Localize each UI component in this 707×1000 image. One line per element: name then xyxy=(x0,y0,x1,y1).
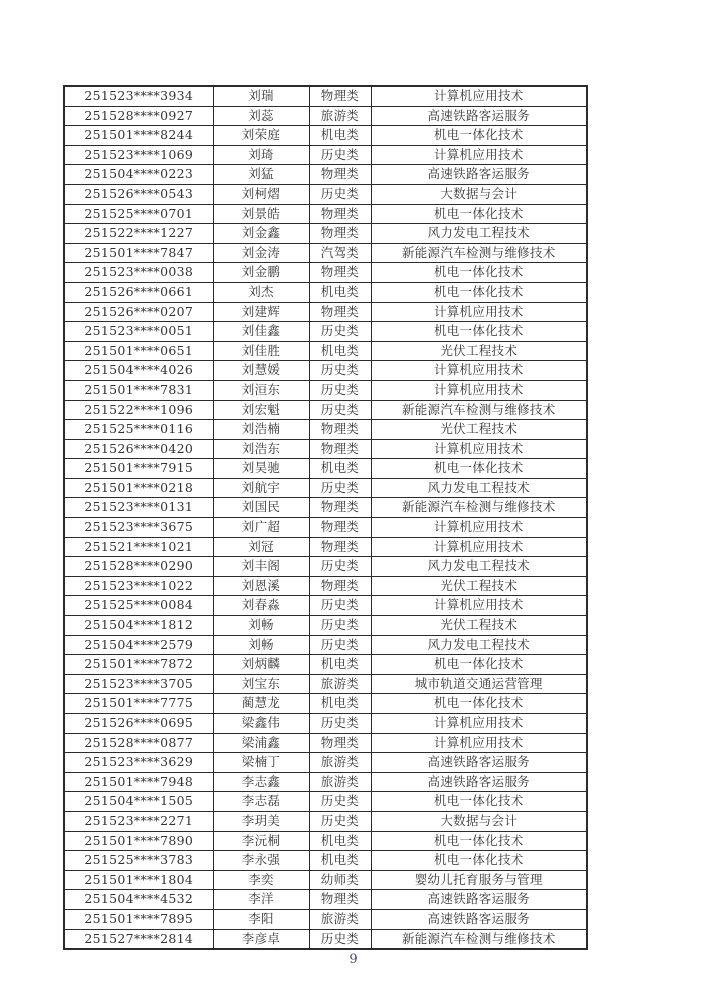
admitted-major-cell: 风力发电工程技术 xyxy=(371,224,587,244)
candidate-id-cell: 251522****1227 xyxy=(64,224,213,244)
candidate-id-cell: 251528****0927 xyxy=(64,106,213,126)
table-row xyxy=(64,616,587,636)
table-row xyxy=(64,459,587,479)
candidate-name-cell: 刘佳鑫 xyxy=(213,322,309,342)
admitted-major-cell: 风力发电工程技术 xyxy=(371,635,587,655)
table-row xyxy=(64,86,587,106)
subject-category-cell: 机电类 xyxy=(309,851,371,871)
table-row xyxy=(64,890,587,910)
candidate-name-cell: 刘昊驰 xyxy=(213,459,309,479)
subject-category-cell: 机电类 xyxy=(309,831,371,851)
subject-category-cell: 历史类 xyxy=(309,478,371,498)
candidate-name-cell: 李玥美 xyxy=(213,811,309,831)
candidate-id-cell: 251525****0116 xyxy=(64,420,213,440)
candidate-name-cell: 刘慧媛 xyxy=(213,361,309,381)
admitted-major-cell: 计算机应用技术 xyxy=(371,86,587,106)
candidate-id-cell: 251501****7948 xyxy=(64,772,213,792)
subject-category-cell: 历史类 xyxy=(309,792,371,812)
admitted-major-cell: 机电一体化技术 xyxy=(371,459,587,479)
candidate-name-cell: 刘佳胜 xyxy=(213,341,309,361)
candidate-name-cell: 李阳 xyxy=(213,909,309,929)
admitted-major-cell: 计算机应用技术 xyxy=(371,714,587,734)
candidate-name-cell: 刘猛 xyxy=(213,165,309,185)
admitted-major-cell: 计算机应用技术 xyxy=(371,733,587,753)
table-row xyxy=(64,106,587,126)
candidate-name-cell: 刘瑞 xyxy=(213,86,309,106)
admitted-major-cell: 高速铁路客运服务 xyxy=(371,909,587,929)
candidate-id-cell: 251523****3629 xyxy=(64,753,213,773)
table-row xyxy=(64,322,587,342)
admitted-major-cell: 新能源汽车检测与维修技术 xyxy=(371,498,587,518)
candidate-id-cell: 251501****1804 xyxy=(64,870,213,890)
admitted-major-cell: 光伏工程技术 xyxy=(371,341,587,361)
candidate-id-cell: 251523****0051 xyxy=(64,322,213,342)
candidate-name-cell: 李志磊 xyxy=(213,792,309,812)
candidate-id-cell: 251501****0651 xyxy=(64,341,213,361)
admitted-major-cell: 高速铁路客运服务 xyxy=(371,772,587,792)
candidate-id-cell: 251526****0695 xyxy=(64,714,213,734)
table-row xyxy=(64,537,587,557)
table-row xyxy=(64,361,587,381)
table-row xyxy=(64,655,587,675)
candidate-id-cell: 251501****7890 xyxy=(64,831,213,851)
subject-category-cell: 物理类 xyxy=(309,224,371,244)
candidate-name-cell: 李奕 xyxy=(213,870,309,890)
subject-category-cell: 机电类 xyxy=(309,341,371,361)
candidate-name-cell: 刘金鹏 xyxy=(213,263,309,283)
candidate-name-cell: 刘炳麟 xyxy=(213,655,309,675)
candidate-name-cell: 梁楠丁 xyxy=(213,753,309,773)
table-row xyxy=(64,772,587,792)
candidate-name-cell: 刘柯熠 xyxy=(213,184,309,204)
candidate-name-cell: 刘浩东 xyxy=(213,439,309,459)
candidate-name-cell: 刘建辉 xyxy=(213,302,309,322)
subject-category-cell: 旅游类 xyxy=(309,106,371,126)
subject-category-cell: 历史类 xyxy=(309,714,371,734)
subject-category-cell: 历史类 xyxy=(309,811,371,831)
table-row xyxy=(64,184,587,204)
candidate-name-cell: 李永强 xyxy=(213,851,309,871)
candidate-id-cell: 251504****4532 xyxy=(64,890,213,910)
candidate-name-cell: 刘宏魁 xyxy=(213,400,309,420)
admitted-major-cell: 高速铁路客运服务 xyxy=(371,753,587,773)
candidate-name-cell: 刘畅 xyxy=(213,616,309,636)
subject-category-cell: 物理类 xyxy=(309,439,371,459)
admitted-major-cell: 计算机应用技术 xyxy=(371,537,587,557)
candidate-id-cell: 251504****1812 xyxy=(64,616,213,636)
table-row xyxy=(64,165,587,185)
admitted-major-cell: 新能源汽车检测与维修技术 xyxy=(371,400,587,420)
table-row xyxy=(64,831,587,851)
subject-category-cell: 旅游类 xyxy=(309,674,371,694)
admission-roster-table xyxy=(63,85,588,950)
subject-category-cell: 历史类 xyxy=(309,596,371,616)
table-row xyxy=(64,145,587,165)
subject-category-cell: 物理类 xyxy=(309,302,371,322)
admitted-major-cell: 新能源汽车检测与维修技术 xyxy=(371,243,587,263)
subject-category-cell: 物理类 xyxy=(309,733,371,753)
candidate-id-cell: 251523****1022 xyxy=(64,576,213,596)
subject-category-cell: 物理类 xyxy=(309,537,371,557)
admitted-major-cell: 光伏工程技术 xyxy=(371,616,587,636)
candidate-id-cell: 251501****7915 xyxy=(64,459,213,479)
table-row xyxy=(64,224,587,244)
admitted-major-cell: 计算机应用技术 xyxy=(371,596,587,616)
candidate-id-cell: 251501****7872 xyxy=(64,655,213,675)
subject-category-cell: 机电类 xyxy=(309,282,371,302)
admitted-major-cell: 大数据与会计 xyxy=(371,184,587,204)
candidate-id-cell: 251526****0420 xyxy=(64,439,213,459)
table-row xyxy=(64,733,587,753)
subject-category-cell: 历史类 xyxy=(309,557,371,577)
candidate-id-cell: 251523****0131 xyxy=(64,498,213,518)
table-row xyxy=(64,909,587,929)
candidate-name-cell: 刘浩楠 xyxy=(213,420,309,440)
table-row xyxy=(64,420,587,440)
subject-category-cell: 历史类 xyxy=(309,616,371,636)
candidate-name-cell: 刘畅 xyxy=(213,635,309,655)
admitted-major-cell: 计算机应用技术 xyxy=(371,361,587,381)
candidate-id-cell: 251525****3783 xyxy=(64,851,213,871)
candidate-id-cell: 251504****1505 xyxy=(64,792,213,812)
candidate-id-cell: 251526****0661 xyxy=(64,282,213,302)
candidate-name-cell: 刘金鑫 xyxy=(213,224,309,244)
table-row xyxy=(64,714,587,734)
candidate-id-cell: 251526****0207 xyxy=(64,302,213,322)
table-row xyxy=(64,694,587,714)
table-row xyxy=(64,243,587,263)
admitted-major-cell: 风力发电工程技术 xyxy=(371,478,587,498)
candidate-id-cell: 251523****3705 xyxy=(64,674,213,694)
candidate-name-cell: 刘航宇 xyxy=(213,478,309,498)
admitted-major-cell: 婴幼儿托育服务与管理 xyxy=(371,870,587,890)
candidate-name-cell: 李沅桐 xyxy=(213,831,309,851)
candidate-id-cell: 251501****7831 xyxy=(64,380,213,400)
table-row xyxy=(64,126,587,146)
candidate-name-cell: 刘宝东 xyxy=(213,674,309,694)
table-row xyxy=(64,302,587,322)
candidate-name-cell: 刘恩溪 xyxy=(213,576,309,596)
candidate-name-cell: 李彦卓 xyxy=(213,929,309,949)
subject-category-cell: 物理类 xyxy=(309,204,371,224)
admitted-major-cell: 计算机应用技术 xyxy=(371,302,587,322)
subject-category-cell: 历史类 xyxy=(309,361,371,381)
candidate-id-cell: 251523****3934 xyxy=(64,86,213,106)
admitted-major-cell: 高速铁路客运服务 xyxy=(371,890,587,910)
candidate-id-cell: 251501****7775 xyxy=(64,694,213,714)
candidate-name-cell: 刘蕊 xyxy=(213,106,309,126)
subject-category-cell: 物理类 xyxy=(309,165,371,185)
candidate-id-cell: 251521****1021 xyxy=(64,537,213,557)
candidate-id-cell: 251504****4026 xyxy=(64,361,213,381)
candidate-name-cell: 刘春淼 xyxy=(213,596,309,616)
candidate-id-cell: 251525****0701 xyxy=(64,204,213,224)
candidate-name-cell: 刘金涛 xyxy=(213,243,309,263)
candidate-id-cell: 251527****2814 xyxy=(64,929,213,949)
candidate-id-cell: 251528****0877 xyxy=(64,733,213,753)
subject-category-cell: 物理类 xyxy=(309,498,371,518)
subject-category-cell: 物理类 xyxy=(309,890,371,910)
table-row xyxy=(64,263,587,283)
candidate-id-cell: 251501****8244 xyxy=(64,126,213,146)
admitted-major-cell: 机电一体化技术 xyxy=(371,204,587,224)
admitted-major-cell: 高速铁路客运服务 xyxy=(371,106,587,126)
candidate-name-cell: 刘洹东 xyxy=(213,380,309,400)
table-row xyxy=(64,204,587,224)
subject-category-cell: 物理类 xyxy=(309,86,371,106)
admission-roster-table-body xyxy=(64,86,587,949)
table-row xyxy=(64,400,587,420)
subject-category-cell: 历史类 xyxy=(309,145,371,165)
candidate-id-cell: 251504****0223 xyxy=(64,165,213,185)
table-row xyxy=(64,792,587,812)
admitted-major-cell: 机电一体化技术 xyxy=(371,792,587,812)
candidate-name-cell: 刘丰阁 xyxy=(213,557,309,577)
admitted-major-cell: 大数据与会计 xyxy=(371,811,587,831)
table-row xyxy=(64,439,587,459)
admitted-major-cell: 计算机应用技术 xyxy=(371,380,587,400)
table-row xyxy=(64,635,587,655)
subject-category-cell: 物理类 xyxy=(309,263,371,283)
subject-category-cell: 历史类 xyxy=(309,929,371,949)
table-row xyxy=(64,576,587,596)
table-row xyxy=(64,870,587,890)
subject-category-cell: 机电类 xyxy=(309,694,371,714)
candidate-id-cell: 251525****0084 xyxy=(64,596,213,616)
admitted-major-cell: 高速铁路客运服务 xyxy=(371,165,587,185)
admitted-major-cell: 光伏工程技术 xyxy=(371,576,587,596)
candidate-id-cell: 251523****2271 xyxy=(64,811,213,831)
admitted-major-cell: 计算机应用技术 xyxy=(371,518,587,538)
candidate-id-cell: 251501****0218 xyxy=(64,478,213,498)
admitted-major-cell: 机电一体化技术 xyxy=(371,126,587,146)
candidate-name-cell: 梁浦鑫 xyxy=(213,733,309,753)
admitted-major-cell: 机电一体化技术 xyxy=(371,851,587,871)
candidate-name-cell: 梁鑫伟 xyxy=(213,714,309,734)
table-row xyxy=(64,851,587,871)
table-row xyxy=(64,282,587,302)
candidate-name-cell: 李志鑫 xyxy=(213,772,309,792)
candidate-name-cell: 刘琦 xyxy=(213,145,309,165)
table-row xyxy=(64,498,587,518)
candidate-id-cell: 251523****0038 xyxy=(64,263,213,283)
candidate-id-cell: 251528****0290 xyxy=(64,557,213,577)
candidate-id-cell: 251526****0543 xyxy=(64,184,213,204)
admitted-major-cell: 机电一体化技术 xyxy=(371,694,587,714)
candidate-name-cell: 蔺慧龙 xyxy=(213,694,309,714)
subject-category-cell: 历史类 xyxy=(309,380,371,400)
subject-category-cell: 物理类 xyxy=(309,576,371,596)
subject-category-cell: 机电类 xyxy=(309,655,371,675)
subject-category-cell: 历史类 xyxy=(309,635,371,655)
subject-category-cell: 历史类 xyxy=(309,184,371,204)
subject-category-cell: 旅游类 xyxy=(309,772,371,792)
table-row xyxy=(64,596,587,616)
candidate-name-cell: 刘景皓 xyxy=(213,204,309,224)
admitted-major-cell: 计算机应用技术 xyxy=(371,145,587,165)
subject-category-cell: 幼师类 xyxy=(309,870,371,890)
candidate-name-cell: 刘杰 xyxy=(213,282,309,302)
candidate-id-cell: 251501****7895 xyxy=(64,909,213,929)
table-row xyxy=(64,811,587,831)
admitted-major-cell: 城市轨道交通运营管理 xyxy=(371,674,587,694)
table-row xyxy=(64,478,587,498)
candidate-id-cell: 251522****1096 xyxy=(64,400,213,420)
subject-category-cell: 机电类 xyxy=(309,126,371,146)
candidate-id-cell: 251504****2579 xyxy=(64,635,213,655)
subject-category-cell: 旅游类 xyxy=(309,753,371,773)
subject-category-cell: 物理类 xyxy=(309,420,371,440)
table-row xyxy=(64,341,587,361)
table-row xyxy=(64,929,587,949)
page-number: 9 xyxy=(349,952,358,967)
subject-category-cell: 旅游类 xyxy=(309,909,371,929)
table-row xyxy=(64,674,587,694)
admitted-major-cell: 计算机应用技术 xyxy=(371,439,587,459)
admitted-major-cell: 光伏工程技术 xyxy=(371,420,587,440)
admitted-major-cell: 机电一体化技术 xyxy=(371,831,587,851)
candidate-name-cell: 刘冠 xyxy=(213,537,309,557)
admitted-major-cell: 新能源汽车检测与维修技术 xyxy=(371,929,587,949)
subject-category-cell: 历史类 xyxy=(309,322,371,342)
table-row xyxy=(64,380,587,400)
candidate-name-cell: 刘国民 xyxy=(213,498,309,518)
candidate-name-cell: 李洋 xyxy=(213,890,309,910)
table-row xyxy=(64,753,587,773)
subject-category-cell: 机电类 xyxy=(309,459,371,479)
candidate-id-cell: 251523****1069 xyxy=(64,145,213,165)
table-row xyxy=(64,557,587,577)
table-row xyxy=(64,518,587,538)
candidate-id-cell: 251523****3675 xyxy=(64,518,213,538)
admitted-major-cell: 机电一体化技术 xyxy=(371,322,587,342)
admitted-major-cell: 机电一体化技术 xyxy=(371,655,587,675)
candidate-name-cell: 刘荣庭 xyxy=(213,126,309,146)
candidate-id-cell: 251501****7847 xyxy=(64,243,213,263)
subject-category-cell: 历史类 xyxy=(309,400,371,420)
subject-category-cell: 物理类 xyxy=(309,518,371,538)
candidate-name-cell: 刘广超 xyxy=(213,518,309,538)
admitted-major-cell: 风力发电工程技术 xyxy=(371,557,587,577)
admitted-major-cell: 机电一体化技术 xyxy=(371,263,587,283)
admitted-major-cell: 机电一体化技术 xyxy=(371,282,587,302)
subject-category-cell: 汽驾类 xyxy=(309,243,371,263)
